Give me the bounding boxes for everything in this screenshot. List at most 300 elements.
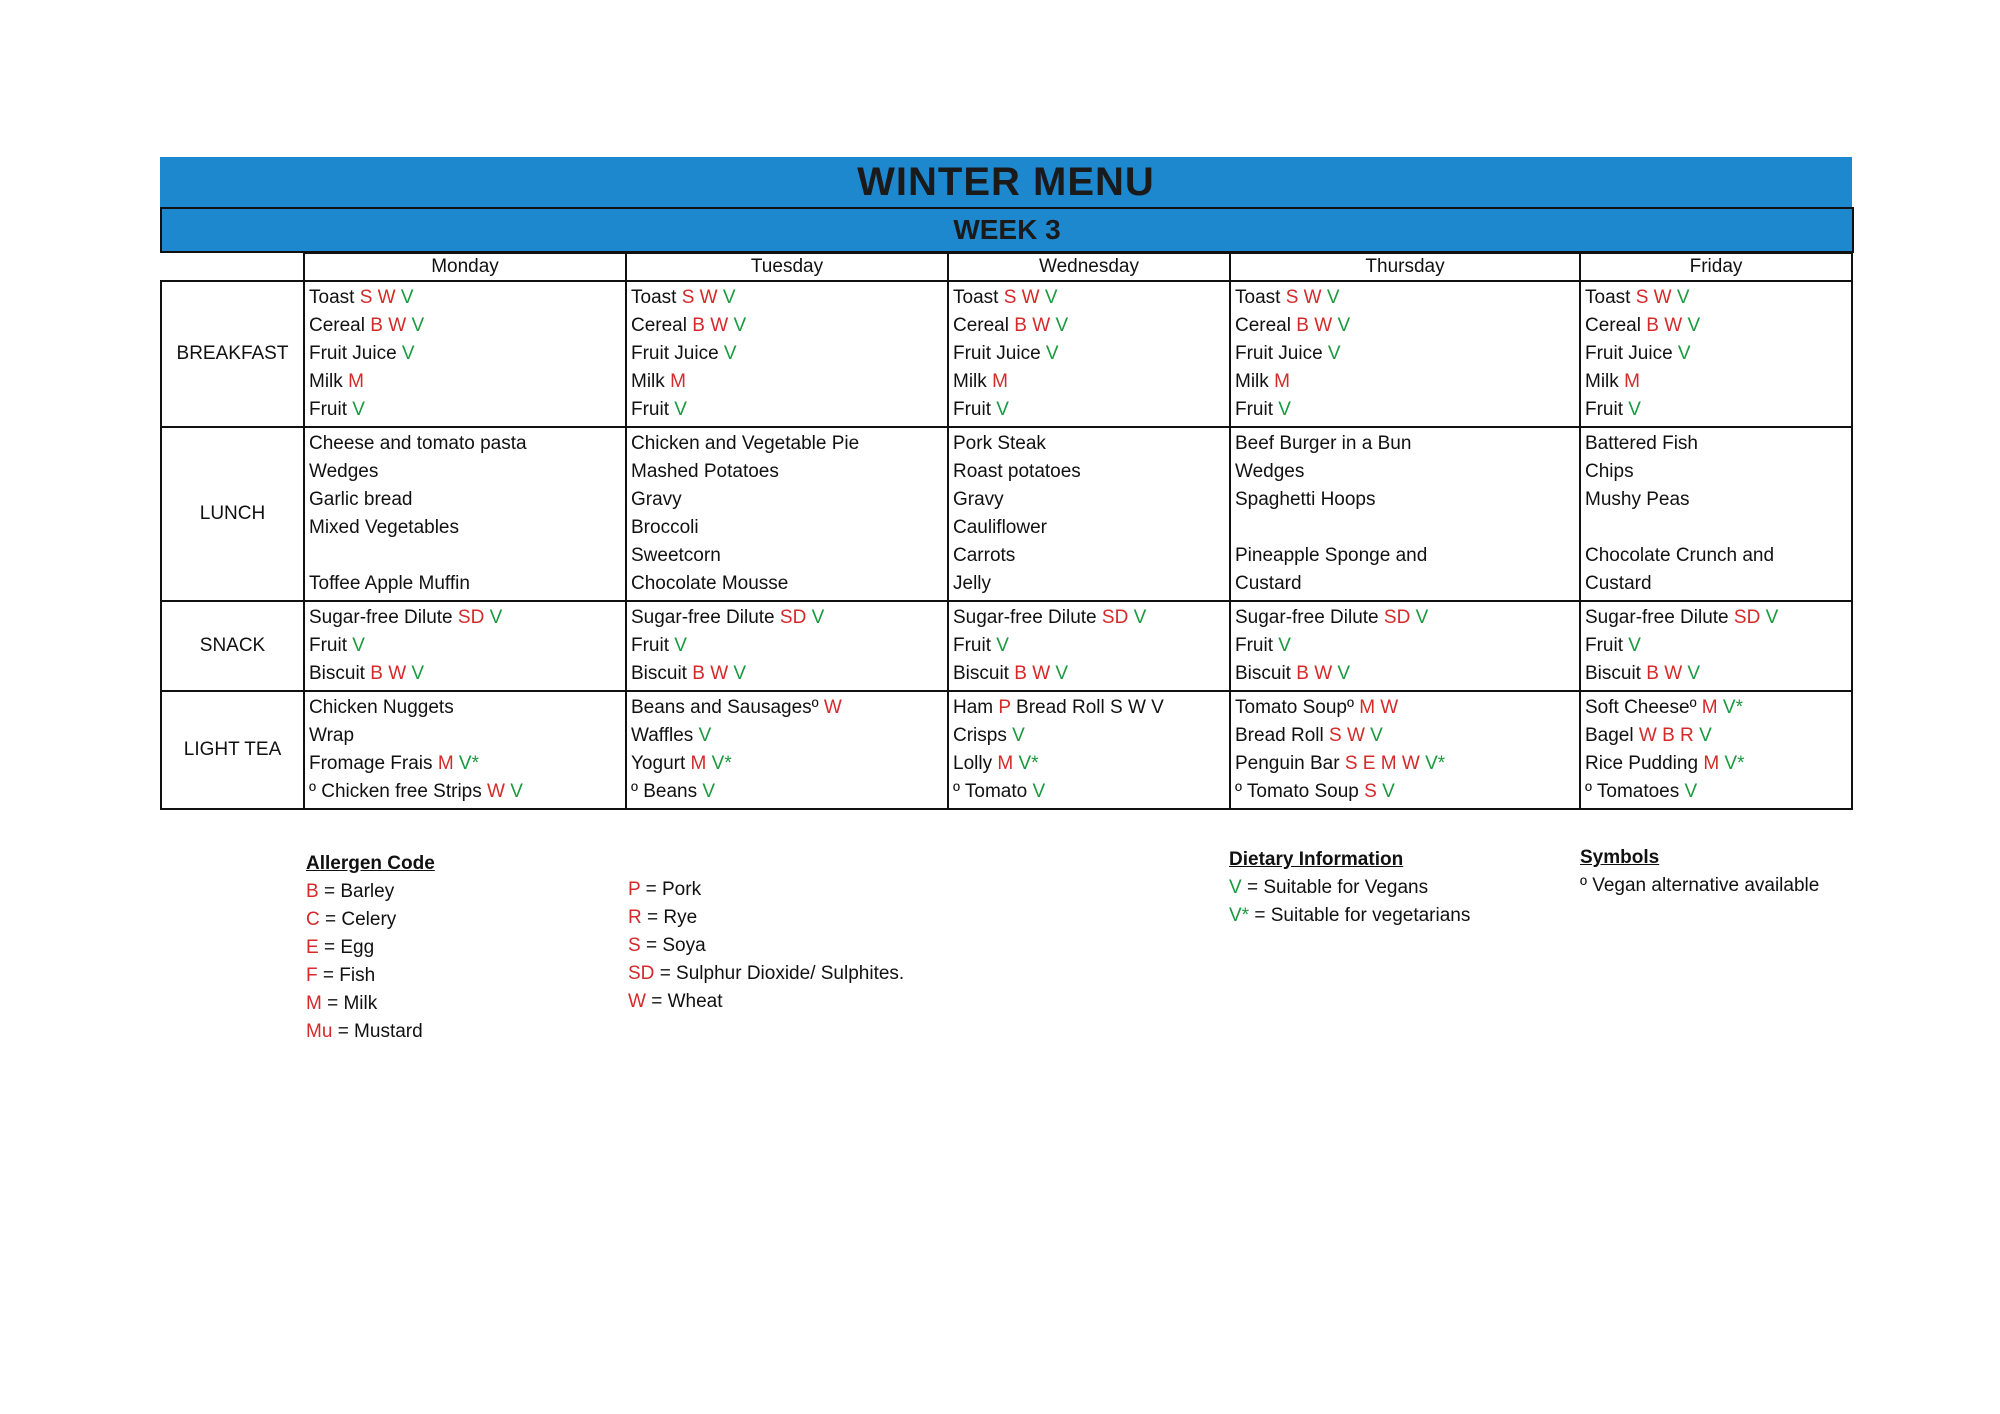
menu-item: Mushy Peas xyxy=(1585,489,1690,510)
lunch-cell-friday xyxy=(1580,427,1852,601)
legend-row xyxy=(306,1018,435,1046)
light-tea-cell-tuesday xyxy=(626,691,948,809)
light-tea-row xyxy=(161,691,1852,809)
menu-item xyxy=(1585,312,1847,340)
item-name: º Chicken free Strips xyxy=(309,781,482,802)
menu-item xyxy=(1585,722,1847,750)
menu-item xyxy=(309,340,621,368)
menu-item xyxy=(309,750,621,778)
allergen-codes: S W xyxy=(1329,725,1365,746)
item-name: Yogurt xyxy=(631,753,686,774)
allergen-codes: W xyxy=(487,781,505,802)
day-header-row xyxy=(161,253,1852,281)
item-name: Toast xyxy=(1235,287,1281,308)
menu-item xyxy=(631,750,943,778)
menu-item xyxy=(1585,340,1847,368)
dessert-item: Custard xyxy=(1235,573,1302,594)
diet-code: V xyxy=(1415,607,1429,628)
item-name: Sugar-free Dilute xyxy=(953,607,1097,628)
menu-item xyxy=(1235,340,1575,368)
diet-code: V* xyxy=(1724,753,1745,774)
item-name: Sugar-free Dilute xyxy=(1235,607,1379,628)
diet-code: V xyxy=(733,663,747,684)
item-name: Fruit xyxy=(631,399,669,420)
allergen-codes: S W xyxy=(1003,287,1040,308)
item-name: º Tomato Soup xyxy=(1235,781,1359,802)
diet-code: V xyxy=(1055,315,1069,336)
item-name: º Tomatoes xyxy=(1585,781,1680,802)
menu-item xyxy=(631,722,943,750)
menu-item xyxy=(309,604,621,632)
legend-label: = Fish xyxy=(322,965,376,986)
menu-item xyxy=(631,340,943,368)
day-header-tuesday: Tuesday xyxy=(626,253,948,281)
item-name: Biscuit xyxy=(309,663,365,684)
symbols-heading: Symbols xyxy=(1580,847,1660,868)
menu-item: Carrots xyxy=(953,545,1016,566)
diet-code: V xyxy=(723,343,737,364)
diet-code: V* xyxy=(458,753,479,774)
allergen-codes: SD xyxy=(779,607,807,628)
legend-label: = Barley xyxy=(323,881,395,902)
dessert-item: Toffee Apple Muffin xyxy=(309,573,470,594)
legend-row xyxy=(628,932,904,960)
allergen-codes: S W xyxy=(1635,287,1672,308)
allergen-codes: SD xyxy=(457,607,485,628)
diet-code: V xyxy=(1370,725,1383,746)
allergen-codes: B W xyxy=(1014,663,1051,684)
diet-code: V xyxy=(400,287,414,308)
menu-item xyxy=(953,604,1225,632)
menu-item xyxy=(1235,750,1575,778)
dietary-heading: Dietary Information xyxy=(1229,849,1404,870)
day-header-monday: Monday xyxy=(304,253,626,281)
menu-item: Wrap xyxy=(309,725,355,746)
legend-label: = Suitable for Vegans xyxy=(1246,877,1429,898)
symbols-text: º Vegan alternative available xyxy=(1580,875,1820,896)
menu-item xyxy=(1585,368,1847,396)
item-name: Milk xyxy=(309,371,343,392)
allergen-codes: M xyxy=(1274,371,1290,392)
diet-code: V xyxy=(1765,607,1779,628)
diet-code: V xyxy=(1032,781,1046,802)
day-header-friday: Friday xyxy=(1580,253,1852,281)
menu-item xyxy=(309,632,621,660)
diet-code: V xyxy=(510,781,523,802)
menu-item: Cheese and tomato pasta xyxy=(309,433,527,454)
item-name: Biscuit xyxy=(1235,663,1291,684)
item-name: Fruit xyxy=(1235,635,1273,656)
legend-code: Mu xyxy=(306,1021,333,1042)
menu-item: Pork Steak xyxy=(953,433,1046,454)
diet-code: V* xyxy=(711,753,732,774)
diet-code: V xyxy=(674,399,687,420)
allergen-codes: B W xyxy=(1014,315,1051,336)
menu-item xyxy=(1235,396,1575,424)
lunch-cell-tuesday xyxy=(626,427,948,601)
diet-code: V xyxy=(1382,781,1395,802)
menu-item xyxy=(309,312,621,340)
allergen-codes: B W xyxy=(692,663,729,684)
diet-code: V xyxy=(1327,343,1341,364)
allergen-codes: S W xyxy=(681,287,718,308)
menu-item xyxy=(1585,396,1847,424)
item-name: Fruit xyxy=(631,635,669,656)
diet-code: V xyxy=(1337,315,1351,336)
allergen-codes: B W xyxy=(370,315,407,336)
meal-label-lunch: LUNCH xyxy=(161,427,304,601)
menu-item xyxy=(1585,694,1847,722)
light-tea-cell-wednesday xyxy=(948,691,1230,809)
lunch-cell-wednesday xyxy=(948,427,1230,601)
item-name: Sugar-free Dilute xyxy=(309,607,453,628)
legend-code: V xyxy=(1229,877,1242,898)
item-name: Biscuit xyxy=(953,663,1009,684)
legend-label: = Celery xyxy=(325,909,397,930)
menu-item xyxy=(1585,284,1847,312)
item-name: Fromage Frais xyxy=(309,753,433,774)
allergen-codes: B W xyxy=(1646,663,1683,684)
allergen-heading: Allergen Code xyxy=(306,853,435,874)
diet-code: V xyxy=(1687,315,1701,336)
lunch-cell-thursday xyxy=(1230,427,1580,601)
item-name: Fruit Juice xyxy=(309,343,397,364)
item-name: Milk xyxy=(631,371,665,392)
dessert-item: Pineapple Sponge and xyxy=(1235,545,1428,566)
item-name: Bagel xyxy=(1585,725,1634,746)
breakfast-cell-tuesday xyxy=(626,281,948,427)
item-name: Cereal xyxy=(631,315,687,336)
legend-row xyxy=(306,990,435,1018)
light-tea-cell-friday xyxy=(1580,691,1852,809)
legend-row xyxy=(306,906,435,934)
legend-code: B xyxy=(306,881,319,902)
item-name: Cereal xyxy=(309,315,365,336)
item-name: Rice Pudding xyxy=(1585,753,1699,774)
breakfast-row xyxy=(161,281,1852,427)
menu-item xyxy=(953,340,1225,368)
dietary-legend xyxy=(1229,846,1470,930)
menu-item xyxy=(953,284,1225,312)
breakfast-cell-monday xyxy=(304,281,626,427)
menu-item xyxy=(631,396,943,424)
item-name: Milk xyxy=(1235,371,1269,392)
menu-item xyxy=(1585,604,1847,632)
legend-code: S xyxy=(628,935,641,956)
item-name: Bread Roll S W V xyxy=(1016,697,1164,718)
diet-code: V xyxy=(1045,343,1059,364)
legend-code: M xyxy=(306,993,322,1014)
menu-item xyxy=(1585,660,1847,688)
allergen-codes: M W xyxy=(1359,697,1399,718)
snack-cell-monday xyxy=(304,601,626,691)
allergen-codes: P xyxy=(998,697,1011,718)
menu-item xyxy=(1235,284,1575,312)
menu-item xyxy=(953,660,1225,688)
day-header-wednesday: Wednesday xyxy=(948,253,1230,281)
allergen-codes: M xyxy=(997,753,1014,774)
diet-code: V xyxy=(1012,725,1025,746)
allergen-codes: M xyxy=(992,371,1008,392)
item-name: Toast xyxy=(953,287,999,308)
item-name: Crisps xyxy=(953,725,1007,746)
allergen-codes: SD xyxy=(1101,607,1129,628)
diet-code: V xyxy=(996,635,1009,656)
menu-item xyxy=(1235,660,1575,688)
snack-cell-wednesday xyxy=(948,601,1230,691)
snack-cell-friday xyxy=(1580,601,1852,691)
menu-item xyxy=(1235,312,1575,340)
menu-item: Garlic bread xyxy=(309,489,413,510)
item-name: Fruit xyxy=(1585,635,1623,656)
diet-code: V xyxy=(1055,663,1069,684)
allergen-legend-continued xyxy=(628,876,904,1016)
snack-row xyxy=(161,601,1852,691)
menu-item xyxy=(1235,604,1575,632)
legend-code: V* xyxy=(1229,905,1250,926)
light-tea-cell-thursday xyxy=(1230,691,1580,809)
item-name: Biscuit xyxy=(631,663,687,684)
item-name: Fruit xyxy=(309,635,347,656)
legend-label: = Pork xyxy=(645,879,702,900)
legend-row xyxy=(306,878,435,906)
menu-item xyxy=(309,778,621,806)
allergen-codes: S W xyxy=(1285,287,1322,308)
menu-item xyxy=(1235,722,1575,750)
diet-code: V xyxy=(698,725,712,746)
diet-code: V xyxy=(1044,287,1058,308)
allergen-codes: S W xyxy=(359,287,396,308)
item-name: Fruit Juice xyxy=(1235,343,1323,364)
allergen-codes: B W xyxy=(1296,315,1333,336)
menu-item: Chicken Nuggets xyxy=(309,697,454,718)
item-name: Milk xyxy=(1585,371,1619,392)
menu-item: Chicken and Vegetable Pie xyxy=(631,433,860,454)
diet-code: V xyxy=(489,607,503,628)
diet-code: V xyxy=(1628,635,1641,656)
diet-code: V xyxy=(1676,287,1690,308)
legend-row xyxy=(628,988,904,1016)
menu-item xyxy=(953,632,1225,660)
legend-code: W xyxy=(628,991,646,1012)
item-name: Tomato Soupº xyxy=(1235,697,1354,718)
menu-item: Roast potatoes xyxy=(953,461,1081,482)
legend-row xyxy=(628,876,904,904)
item-name: Toast xyxy=(1585,287,1631,308)
lunch-row xyxy=(161,427,1852,601)
menu-item xyxy=(953,368,1225,396)
legend-row xyxy=(628,904,904,932)
diet-code: V xyxy=(411,663,425,684)
allergen-codes: S xyxy=(1364,781,1377,802)
diet-code: V xyxy=(733,315,747,336)
menu-item xyxy=(631,694,943,722)
lunch-cell-monday xyxy=(304,427,626,601)
item-name: Sugar-free Dilute xyxy=(1585,607,1729,628)
menu-item xyxy=(953,722,1225,750)
menu-item xyxy=(1585,778,1847,806)
menu-item xyxy=(309,368,621,396)
item-name: Milk xyxy=(953,371,987,392)
diet-code: V xyxy=(411,315,425,336)
dessert-item: Jelly xyxy=(953,573,992,594)
snack-cell-tuesday xyxy=(626,601,948,691)
legend-row xyxy=(1229,874,1470,902)
legend-code: R xyxy=(628,907,642,928)
menu-table xyxy=(160,252,1853,810)
spacer xyxy=(1585,514,1847,542)
legend-label: = Milk xyxy=(327,993,378,1014)
allergen-codes: B W xyxy=(692,315,729,336)
menu-item xyxy=(631,632,943,660)
item-name: º Tomato xyxy=(953,781,1028,802)
item-name: Cereal xyxy=(953,315,1009,336)
menu-item: Battered Fish xyxy=(1585,433,1698,454)
snack-cell-thursday xyxy=(1230,601,1580,691)
item-name: Fruit Juice xyxy=(1585,343,1673,364)
item-name: Fruit xyxy=(309,399,347,420)
diet-code: V xyxy=(1278,399,1291,420)
diet-code: V xyxy=(1677,343,1691,364)
diet-code: V xyxy=(401,343,415,364)
item-name: Cereal xyxy=(1585,315,1641,336)
item-name: Bread Roll xyxy=(1235,725,1324,746)
item-name: Toast xyxy=(309,287,355,308)
allergen-codes: M xyxy=(1624,371,1640,392)
legend-label: = Suitable for vegetarians xyxy=(1254,905,1471,926)
diet-code: V* xyxy=(1425,753,1446,774)
menu-item xyxy=(1235,368,1575,396)
meal-label-breakfast: BREAKFAST xyxy=(161,281,304,427)
diet-code: V xyxy=(1326,287,1340,308)
menu-item xyxy=(953,694,1225,722)
diet-code: V xyxy=(702,781,716,802)
diet-code: V xyxy=(1684,781,1698,802)
diet-code: V xyxy=(1628,399,1641,420)
item-name: Soft Cheeseº xyxy=(1585,697,1697,718)
meal-label-light-tea: LIGHT TEA xyxy=(161,691,304,809)
menu-item: Mashed Potatoes xyxy=(631,461,779,482)
legend-label: = Soya xyxy=(645,935,706,956)
menu-title: WINTER MENU xyxy=(160,157,1852,207)
menu-item: Gravy xyxy=(631,489,682,510)
spacer xyxy=(1235,514,1575,542)
diet-code: V xyxy=(1687,663,1701,684)
item-name: Fruit xyxy=(1585,399,1623,420)
diet-code: V xyxy=(1337,663,1351,684)
item-name: Biscuit xyxy=(1585,663,1641,684)
dessert-item: Chocolate Mousse xyxy=(631,573,789,594)
dessert-item: Custard xyxy=(1585,573,1652,594)
breakfast-cell-friday xyxy=(1580,281,1852,427)
allergen-codes: SD xyxy=(1733,607,1761,628)
legend-label: = Egg xyxy=(323,937,375,958)
item-name: Waffles xyxy=(631,725,694,746)
diet-code: V xyxy=(1278,635,1291,656)
legend-row xyxy=(306,962,435,990)
menu-item: Wedges xyxy=(309,461,379,482)
menu-item: Wedges xyxy=(1235,461,1305,482)
menu-item: Chips xyxy=(1585,461,1634,482)
menu-item: Mixed Vegetables xyxy=(309,517,459,538)
allergen-codes: M xyxy=(1701,697,1718,718)
diet-code: V xyxy=(996,399,1009,420)
legend-code: P xyxy=(628,879,641,900)
legend-row xyxy=(306,934,435,962)
corner-cell xyxy=(161,253,304,281)
allergen-codes: S E M W xyxy=(1344,753,1420,774)
menu-item: Broccoli xyxy=(631,517,699,538)
week-title: WEEK 3 xyxy=(160,207,1854,253)
allergen-codes: W B R xyxy=(1638,725,1694,746)
diet-code: V xyxy=(1133,607,1147,628)
diet-code: V xyxy=(722,287,736,308)
legend-code: E xyxy=(306,937,319,958)
menu-item xyxy=(1585,632,1847,660)
menu-item: Beef Burger in a Bun xyxy=(1235,433,1412,454)
item-name: Sugar-free Dilute xyxy=(631,607,775,628)
item-name: Fruit xyxy=(953,635,991,656)
item-name: Fruit xyxy=(953,399,991,420)
menu-item xyxy=(309,660,621,688)
menu-item xyxy=(631,312,943,340)
legend-label: = Mustard xyxy=(337,1021,423,1042)
menu-item xyxy=(1235,778,1575,806)
menu-item xyxy=(631,604,943,632)
menu-item: Spaghetti Hoops xyxy=(1235,489,1376,510)
item-name: Fruit Juice xyxy=(631,343,719,364)
menu-item xyxy=(631,660,943,688)
legend-label: = Wheat xyxy=(651,991,723,1012)
breakfast-cell-wednesday xyxy=(948,281,1230,427)
allergen-codes: M xyxy=(437,753,454,774)
menu-item xyxy=(1585,750,1847,778)
day-header-thursday: Thursday xyxy=(1230,253,1580,281)
symbols-legend xyxy=(1580,844,1819,900)
legend-label: = Rye xyxy=(647,907,698,928)
allergen-codes: M xyxy=(670,371,686,392)
menu-item xyxy=(631,778,943,806)
item-name: Toast xyxy=(631,287,677,308)
meal-label-snack: SNACK xyxy=(161,601,304,691)
item-name: Fruit Juice xyxy=(953,343,1041,364)
menu-item xyxy=(1235,694,1575,722)
menu-item xyxy=(953,312,1225,340)
item-name: Ham xyxy=(953,697,994,718)
diet-code: V* xyxy=(1722,697,1743,718)
menu-item: Gravy xyxy=(953,489,1004,510)
menu-item: Sweetcorn xyxy=(631,545,721,566)
allergen-codes: M xyxy=(1703,753,1720,774)
diet-code: V xyxy=(352,635,365,656)
allergen-codes: SD xyxy=(1383,607,1411,628)
allergen-codes: M xyxy=(348,371,364,392)
allergen-legend xyxy=(306,850,435,1046)
breakfast-cell-thursday xyxy=(1230,281,1580,427)
menu-item xyxy=(953,778,1225,806)
allergen-codes: M xyxy=(690,753,707,774)
menu-item xyxy=(309,396,621,424)
menu-item xyxy=(1235,632,1575,660)
diet-code: V xyxy=(811,607,825,628)
light-tea-cell-monday xyxy=(304,691,626,809)
menu-item: Cauliflower xyxy=(953,517,1047,538)
allergen-codes: W xyxy=(823,697,842,718)
menu-item xyxy=(631,368,943,396)
menu-item xyxy=(953,396,1225,424)
menu-item xyxy=(953,750,1225,778)
legend-code: C xyxy=(306,909,320,930)
